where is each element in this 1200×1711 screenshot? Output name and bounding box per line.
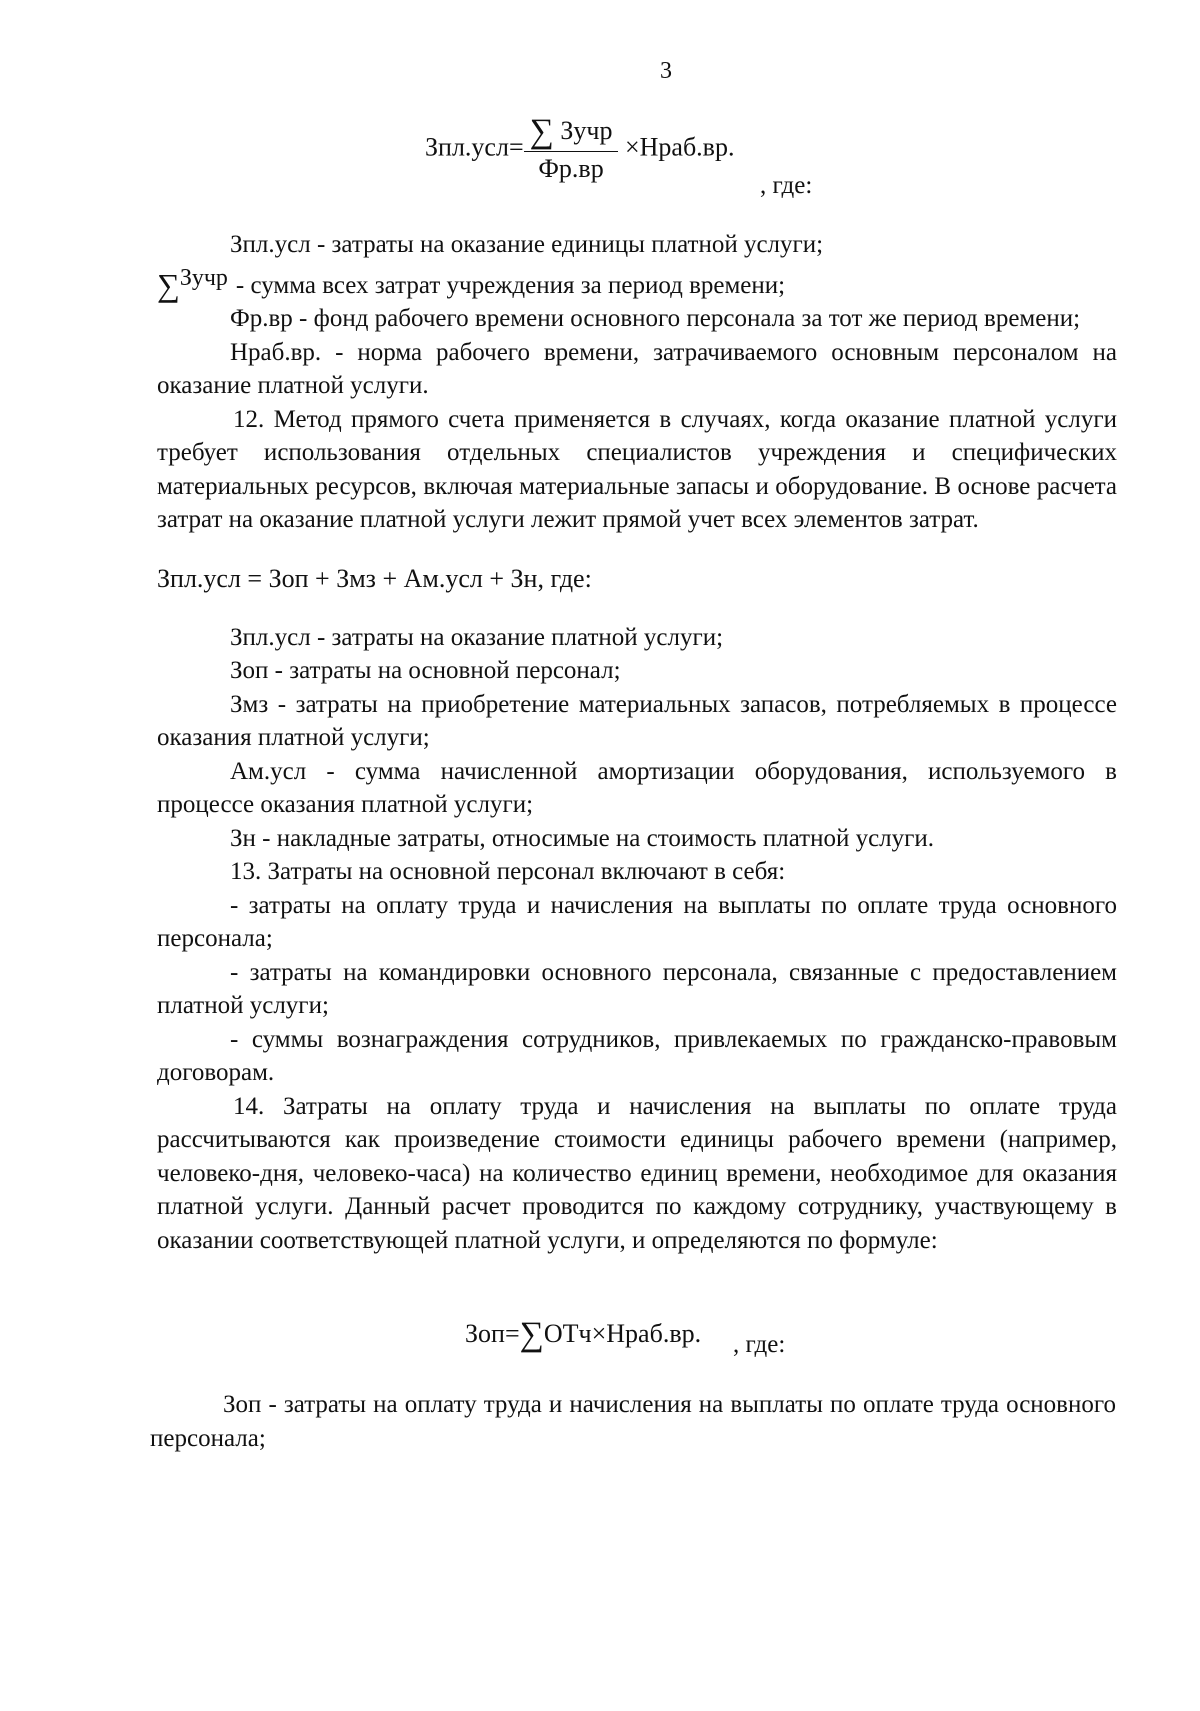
def3-zop: Зоп - затраты на оплату труда и начисления на выплаты по оплате труда основного персонала; [150, 1391, 1116, 1452]
p13-item-3: - суммы вознаграждения сотрудников, привлекаемых по гражданско-правовым договорам. [157, 1025, 1117, 1086]
def2-am-usl: Ам.усл - сумма начисленной амортизации оборудования, используемого в процессе оказания платной услуги; [157, 757, 1117, 818]
def2-zmz: Змз - затраты на приобретение материальных запасов, потребляемых в процессе оказания платной услуги; [157, 690, 1117, 751]
formula3-times: × [591, 1319, 607, 1348]
paragraph-12: 12. Метод прямого счета применяется в случаях, когда оказание платной услуги требует использования отдельных специалистов учреждения и специфических материальных ресурсов, включая материальные запасы и оборудование. В основе расчета затрат на оказание платной услуги лежит прямой учет всех элементов затрат. [157, 405, 1117, 533]
formula3-lhs: Зоп [465, 1319, 505, 1348]
formula1-numerator [524, 115, 619, 152]
formula1-numerator-text: Зучр [560, 116, 613, 145]
def2-zop: Зоп - затраты на основной персонал; [230, 657, 621, 684]
sigma-symbol: ∑ [157, 266, 180, 303]
page-number: 3 [660, 58, 672, 84]
formula3-eq: = [504, 1319, 520, 1348]
p13-item-1: - затраты на оплату труда и начисления на выплаты по оплате труда основного персонала; [157, 891, 1117, 952]
def-zpl-usl: Зпл.усл - затраты на оказание единицы платной услуги; [230, 231, 824, 258]
def-sum-symbol: Зучр [179, 264, 228, 291]
formula1-rhs: Нраб.вр. [639, 132, 735, 162]
formula3-suffix: , где: [733, 1331, 786, 1358]
formula1-denominator: Фр.вр [538, 154, 604, 183]
formula1-eq: = [508, 132, 524, 162]
formula-staff-cost [465, 1318, 701, 1352]
formula3-term: ОТч [543, 1319, 592, 1348]
sigma-symbol: ∑ [529, 113, 554, 150]
formula1-suffix: , где: [760, 172, 813, 199]
formula-direct-cost: Зпл.усл = Зоп + Змз + Ам.усл + Зн, где: [157, 563, 592, 593]
sigma-symbol: ∑ [519, 1316, 544, 1353]
formula1-lhs: Зпл.усл [425, 132, 509, 162]
paragraph-14: 14. Затраты на оплату труда и начисления на выплаты по оплате труда рассчитываются как произведение стоимости единицы рабочего времени (например, человеко-дня, человеко-часа) на количество единиц времени, необходимое для оказания платной услуги. Данный расчет проводится по каждому сотруднику, участвующему в оказании соответствующей платной услуги, и определяются по формуле: [157, 1092, 1117, 1254]
paragraph-13: 13. Затраты на основной персонал включают в себя: [230, 858, 786, 885]
def2-zpl-usl: Зпл.усл - затраты на оказание платной услуги; [230, 623, 724, 651]
p13-item-2: - затраты на командировки основного персонала, связанные с предоставлением платной услуги; [157, 958, 1117, 1019]
formula3-rhs: Нраб.вр. [606, 1319, 702, 1348]
formula1-times: × [624, 132, 640, 162]
def-sum-zuchr [157, 262, 1117, 303]
formula1-fraction [524, 115, 619, 184]
body-text-end [150, 1388, 1116, 1455]
body-text [157, 228, 1117, 1257]
def-fr-vr: Фр.вр - фонд рабочего времени основного персонала за тот же период времени; [230, 305, 1081, 332]
def-sum-text: - сумма всех затрат учреждения за период времени; [235, 271, 786, 299]
def-nrab-vr: Нраб.вр. - норма рабочего времени, затрачиваемого основным персоналом на оказание платной услуги. [157, 338, 1117, 399]
def2-zn: Зн - накладные затраты, относимые на стоимость платной услуги. [230, 824, 935, 852]
formula-cost-per-unit [425, 115, 734, 184]
